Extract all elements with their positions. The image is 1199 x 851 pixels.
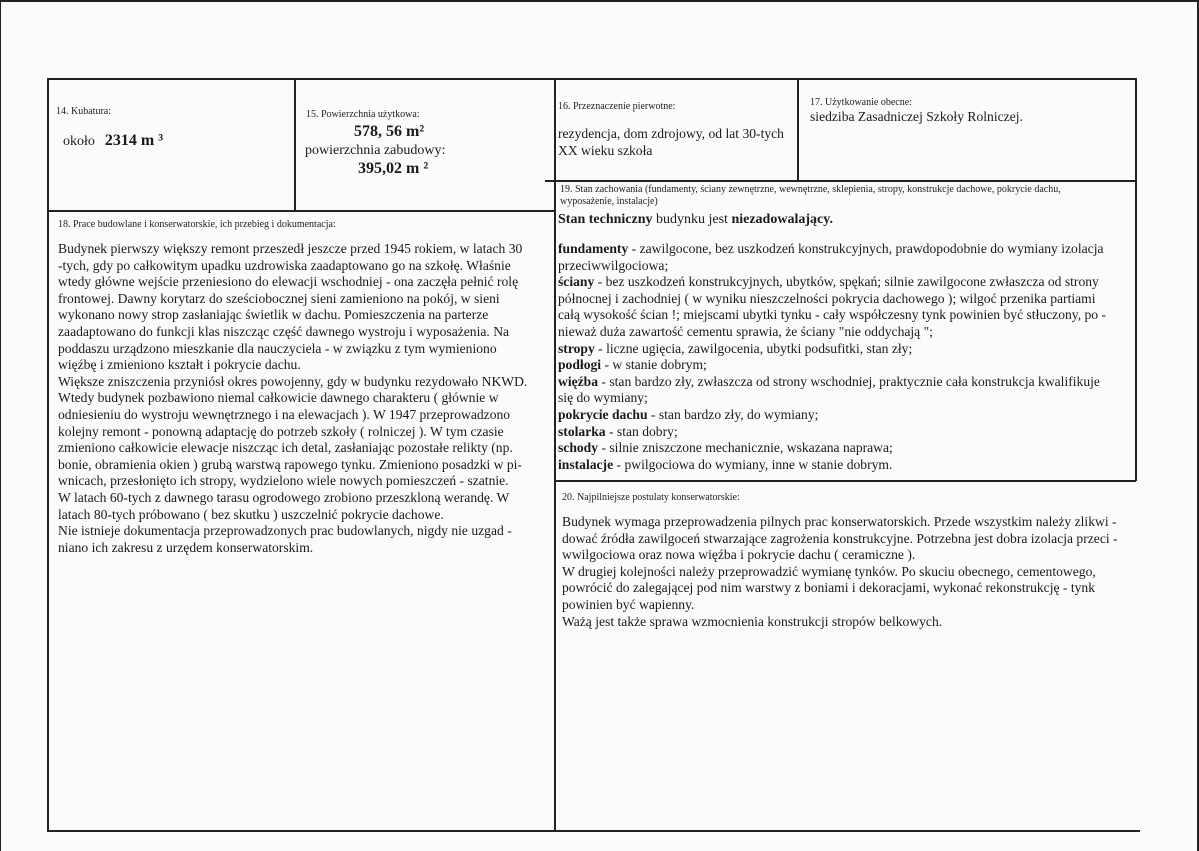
uzytkowanie-value: siedziba Zasadniczej Szkoły Rolniczej. (810, 109, 1023, 124)
stan-desc: - silnie zniszczone mechanicznie, wskazana naprawa; (598, 440, 893, 456)
powierzchnia-zabudowy-label: powierzchnia zabudowy: (305, 143, 446, 158)
postulaty-line: dować źródła zawilgoceń stwarzające zagrożenia konstrukcyjne. Potrzebna jest dobra izolacja przeci - (562, 530, 1118, 546)
prace-text (58, 241, 548, 556)
stan-term: pokrycie dachu (558, 406, 648, 422)
row-divider-right-lower (555, 480, 1136, 482)
postulaty-line: Ważą jest także sprawa wzmocnienia konstrukcji stropów belkowych. (562, 613, 943, 629)
stan-desc: - liczne ugięcia, zawilgocenia, ubytki podsufitki, stan zły; (594, 340, 913, 356)
postulaty-text (562, 514, 1132, 630)
stan-term: podłogi (558, 357, 602, 373)
table-right-line (1135, 78, 1137, 481)
stan-intro-value: niezadowalający. (731, 212, 833, 227)
stan-items (558, 241, 1128, 473)
stan-term: więźba (558, 373, 599, 389)
prace-line: Większe zniszczenia przyniósł okres powojenny, gdy w budynku rezydowało NKWD. (58, 373, 528, 389)
prace-line: wnicach, przesłonięto ich stropy, wydzielono wiele nowych pomieszczeń - szatnie. (58, 473, 509, 489)
stan-term: schody (558, 440, 599, 456)
stan-desc: - stan bardzo zły, do wymiany; (647, 406, 819, 422)
page-border-top (0, 0, 1199, 2)
stan-desc: - w stanie dobrym; (601, 357, 707, 373)
stan-desc: - bez uszkodzeń konstrukcyjnych, ubytków, spękań; silnie zawilgocone zwłaszcza od strony (594, 274, 1099, 290)
stan-term: ściany (558, 274, 595, 290)
col-divider-14-15 (294, 78, 296, 211)
prace-line: Wtedy budynek pozbawiono niemal całkowicie dawnego charakteru ( głównie w (58, 390, 499, 406)
kubatura-label: 14. Kubatura: (56, 106, 111, 117)
prace-line: więźbę i zmieniono kształt i pokrycie dachu. (58, 357, 301, 373)
stan-item-stropy (558, 341, 1128, 358)
postulaty-label: 20. Najpilniejsze postulaty konserwatorskie: (562, 492, 740, 503)
uzytkowanie-label: 17. Użytkowanie obecne: (810, 97, 912, 108)
stan-desc: - stan bardzo zły, zwłaszcza od strony wschodniej, praktycznie cała konstrukcja kwalifikuje (598, 373, 1100, 389)
prace-line: frontowej. Dawny korytarz do sześciobocznej sieni zamieniono na pokój, w sieni (58, 290, 500, 306)
prace-line: W latach 60-tych z dawnego tarasu ogrodowego zrobiono przeszkloną werandę. W (58, 489, 510, 505)
przeznaczenie-line1: rezydencja, dom zdrojowy, od lat 30-tych (558, 126, 784, 141)
prace-line: niano ich zakresu z urzędem konserwatorskim. (58, 539, 314, 555)
stan-item-fundamenty (558, 241, 1128, 274)
prace-label: 18. Prace budowlane i konserwatorskie, ich przebieg i dokumentacja: (58, 219, 336, 230)
prace-line: kolejny remont - ponowną adaptację do potrzeb szkoły ( rolniczej ). W tym czasie (58, 423, 504, 439)
przeznaczenie-label: 16. Przeznaczenie pierwotne: (558, 101, 676, 112)
stan-item-wiezba (558, 374, 1128, 407)
prace-line: -tych, gdy po całkowitym upadku uzdrowiska zaadaptowano go na szkołę. Właśnie (58, 257, 511, 273)
przeznaczenie-line2: XX wieku szkoła (558, 143, 653, 158)
stan-desc: - zawilgocone, bez uszkodzeń konstrukcyjnych, prawdopodobnie do wymiany izolacja (628, 241, 1104, 256)
prace-line: wykonano nowy strop zasłaniając świetlik w dachu. Pomieszczenia na parterze (58, 307, 489, 323)
prace-line: Budynek pierwszy większy remont przeszedł jeszcze przed 1945 rokiem, w latach 30 (58, 241, 523, 256)
stan-intro-prefix: Stan techniczny (558, 212, 653, 227)
postulaty-line: wwilgociowa oraz nowa więźba i pokrycie dachu ( ceramiczne ). (562, 547, 916, 563)
prace-line: latach 80-tych próbowano ( bez skutku ) uszczelnić pokrycie dachowe. (58, 506, 444, 522)
stan-term: instalacje (558, 456, 614, 472)
col-divider-main (554, 78, 556, 831)
stan-desc: się do wymiany; (558, 390, 648, 406)
stan-term: stolarka (558, 423, 606, 439)
stan-term: fundamenty (558, 241, 629, 256)
table-bottom-line (47, 830, 1140, 832)
postulaty-line: W drugiej kolejności należy przeprowadzić wymianę tynków. Po skuciu obecnego, cementowego, (562, 563, 1096, 579)
prace-line: wtedy główne wejście przeniesiono do elewacji wschodniej - ona zaczęła pełnić rolę (58, 274, 519, 290)
prace-line: zaadaptowano do funkcji klas niszcząc część dawnego wystroju i wyposażenia. Na (58, 323, 510, 339)
table-top-line (47, 78, 1136, 80)
row-divider-right-upper (545, 180, 1136, 182)
postulaty-line: powinien być wapienny. (562, 596, 695, 612)
row-divider-left (47, 210, 555, 212)
prace-line: zmieniono całkowicie elewacje niszcząc ich detal, zasłaniając pozostałe relikty (np. (58, 440, 513, 456)
stan-label (560, 184, 1061, 208)
stan-item-schody (558, 440, 1128, 457)
stan-intro (558, 212, 833, 228)
col-divider-16-17 (797, 78, 799, 181)
prace-line: Nie istnieje dokumentacja przeprowadzonych prac budowlanych, nigdy nie uzgad - (58, 523, 512, 539)
stan-label-line2: wyposażenie, instalacje) (560, 196, 658, 207)
powierzchnia-uzytkowa-value: 578, 56 m² (354, 123, 425, 140)
stan-desc: - pwilgociowa do wymiany, inne w stanie dobrym. (613, 456, 893, 472)
postulaty-line: powrócić do zalegającej pod nim warstwy z boniami i dekoracjami, wykonać rekonstrukcję - tynk (562, 580, 1095, 596)
postulaty-line: Budynek wymaga przeprowadzenia pilnych prac konserwatorskich. Przede wszystkim należy zlikwi - (562, 514, 1117, 529)
kubatura-value: 2314 m ³ (104, 132, 164, 149)
prace-line: bonie, obramienia okien ) grubą warstwą rapowego tynku. Zmieniono posadzki w pi- (58, 456, 522, 472)
prace-line: poddaszu urządzono mieszkanie dla nauczyciela - w związku z tym wymieniono (58, 340, 497, 356)
stan-label-line1: 19. Stan zachowania (fundamenty, ściany zewnętrzne, wewnętrzne, sklepienia, stropy, konstrukcje dachowe, pokrycie dachu, (560, 184, 1061, 195)
stan-item-stolarka (558, 424, 1128, 441)
kubatura-prefix: około (63, 134, 95, 149)
stan-item-pokrycie-dachu (558, 407, 1128, 424)
stan-item-sciany (558, 274, 1128, 340)
stan-desc: przeciwwilgociowa; (558, 257, 669, 273)
stan-item-podlogi (558, 357, 1128, 374)
stan-term: stropy (558, 340, 595, 356)
page-border-left (0, 0, 1, 851)
stan-desc: północnej i zachodniej ( w wyniku nieszczelności pokrycia dachowego ); wilgoć przenika partiami (558, 290, 1096, 306)
table-left-line (47, 78, 49, 831)
powierzchnia-zabudowy-value: 395,02 m ² (358, 160, 429, 177)
kubatura-field (63, 132, 163, 150)
stan-desc: - stan dobry; (605, 423, 678, 439)
powierzchnia-label: 15. Powierzchnia użytkowa: (306, 109, 420, 120)
stan-intro-mid: budynku jest (652, 212, 732, 227)
stan-item-instalacje (558, 457, 1128, 474)
prace-line: odniesieniu do wystroju wewnętrznego i na elewacjach ). W 1947 przeprowadzono (58, 406, 511, 422)
stan-desc: całą wysokość ścian !; miejscami ubytki tynku - cały współczesny tynk powinien być stłuczony, po - (558, 307, 1107, 323)
stan-desc: nieważ duża zawartość cementu sprawia, że ściany "nie oddychają "; (558, 323, 933, 339)
